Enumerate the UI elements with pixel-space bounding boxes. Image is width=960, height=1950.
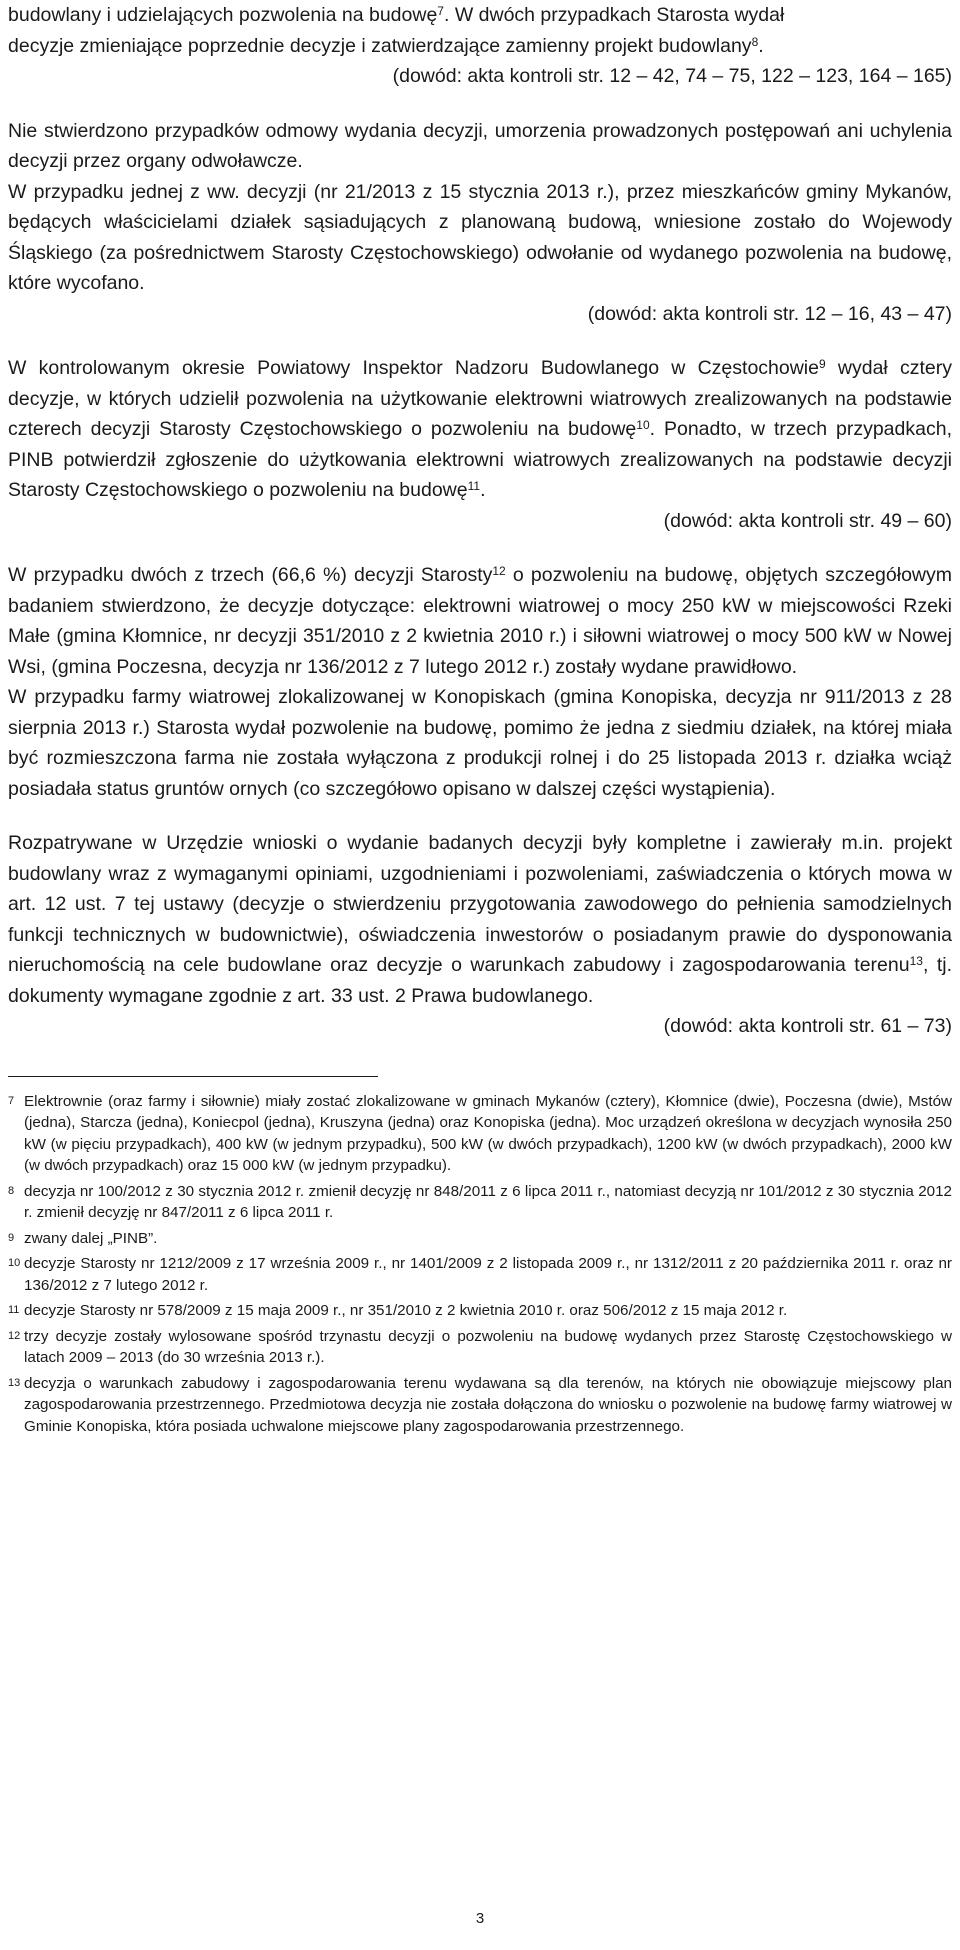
paragraph-1	[8, 0, 952, 61]
paragraph-1-line-1: budowlany i udzielających pozwolenia na budowę$^7$. W dwóch przypadkach Starosta wydał	[8, 4, 785, 26]
footnote-7: 7 Elektrownie (oraz farmy i siłownie) miały zostać zlokalizowane w gminach Mykanów (cztery), Kłomnice (dwie), Poczesna (dwie), Mstów (jedna), Starcza (jedna), Koniecpol (jedna), Kruszyna (jedna) oraz Konopiska (jedna). Moc urządzeń określona w decyzjach wynosiła 250 kW (w pięciu przypadkach), 400 kW (w jednym przypadku), 500 kW (w dwóch przypadkach), 1200 kW (w dwóch przypadkach), 2000 kW (w dwóch przypadkach) oraz 15 000 kW (w jednym przypadku).	[8, 1092, 952, 1174]
footnote-ref-10[interactable]: 10	[636, 418, 650, 432]
paragraph-3: W przypadku jednej z ww. decyzji (nr 21/2013 z 15 stycznia 2013 r.), przez mieszkańców gminy Mykanów, będących właścicielami działek sąsiadujących z planowaną budową, wniesione zostało do Wojewody Śląskiego (za pośrednictwem Starosty Częstochowskiego) odwołanie od wydanego pozwolenia na budowę, które wycofano.	[8, 180, 952, 294]
footnote-number: 13	[8, 1376, 21, 1389]
footnote-number: 7	[8, 1094, 15, 1107]
evidence-note: (dowód: akta kontroli str. 61 – 73)	[663, 1015, 952, 1037]
footnote-10: 10 decyzje Starosty nr 1212/2009 z 17 września 2009 r., nr 1401/2009 z 2 listopada 2009 r., nr 1312/2011 z 20 października 2011 r. oraz nr 136/2012 z 7 lutego 2012 r.	[8, 1255, 952, 1294]
footnote-8: 8 decyzja nr 100/2012 z 30 stycznia 2012 r. zmienił decyzję nr 848/2011 z 6 lipca 2011 r., natomiast decyzją nr 101/2012 z 30 stycznia 2012 r. zmienił decyzję nr 847/2011 z 6 lipca 2011 r.	[8, 1182, 952, 1221]
footnote-number: 11	[8, 1304, 20, 1316]
footnote-number: 9	[8, 1231, 15, 1244]
footnote-number: 8	[8, 1184, 15, 1197]
footnote-13: 13 decyzja o warunkach zabudowy i zagospodarowania terenu wydawana są dla terenów, na których nie obowiązuje miejscowy plan zagospodarowania przestrzennego. Przedmiotowa decyzja nie została dołączona do wniosku o pozwolenie na budowę farmy wiatrowej w Gminie Konopiska, która posiada uchwalone miejscowe plany zagospodarowania przestrzennego.	[8, 1374, 952, 1435]
paragraph-1-line-2: decyzje zmieniające poprzednie decyzje i zatwierdzające zamienny projekt budowlany$^8$.	[8, 34, 764, 57]
evidence-note: (dowód: akta kontroli str. 49 – 60)	[663, 509, 952, 532]
footnote-ref-9[interactable]: 9	[818, 357, 826, 371]
footnote-12: 12 trzy decyzje zostały wylosowane spośród trzynastu decyzji o pozwoleniu na budowę wydanych przez Starostę Częstochowskiego w latach 2009 – 2013 (do 30 września 2013 r.).	[8, 1327, 952, 1366]
paragraph-2: Nie stwierdzono przypadków odmowy wydania decyzji, umorzenia prowadzonych postępowań ani uchylenia decyzji przez organy odwoławcze.	[8, 119, 952, 172]
evidence-note: (dowód: akta kontroli str. 12 – 42, 74 – 75, 122 – 123, 164 – 165)	[392, 65, 952, 87]
footnote-ref-13[interactable]: 13	[909, 954, 923, 968]
page-number: 3	[475, 1910, 485, 1927]
footnote-9: 9 zwany dalej „PINB”.	[8, 1228, 952, 1250]
footnote-number: 10	[8, 1257, 21, 1269]
paragraph-7: Rozpatrywane w Urzędzie wnioski o wydanie badanych decyzji były kompletne i zawierały m.in. projekt budowlany wraz z wymaganymi opiniami, uzgodnieniami i pozwoleniami, zaświadczenia o których mowa w art. 12 ust. 7 tej ustawy (decyzje o stwierdzeniu przygotowania zawodowego do pełnienia samodzielnych funkcji technicznych w budownictwie), oświadczenia inwestorów o posiadanym prawie do dysponowania nieruchomością na cele budowlane oraz decyzje o warunkach zabudowy i zagospodarowania terenu$^{13}$, tj. dokumenty wymagane zgodnie z art. 33 ust. 2 Prawa budowlanego.	[8, 832, 952, 1007]
paragraph-6: W przypadku farmy wiatrowej zlokalizowanej w Konopiskach (gmina Konopiska, decyzja nr 911/2013 z 28 sierpnia 2013 r.) Starosta wydał pozwolenie na budowę, pomimo że jedna z siedmiu działek, na której miała być rozmieszczona farma nie została wyłączona z produkcji rolnej i do 25 listopada 2013 r. działka wciąż posiadała status gruntów ornych (co szczegółowo opisano w dalszej części wystąpienia).	[8, 686, 952, 800]
footnote-ref-8[interactable]: 8	[751, 34, 759, 49]
footnote-ref-7[interactable]: 7	[437, 4, 444, 18]
footnotes	[8, 1091, 952, 1438]
evidence-note: (dowód: akta kontroli str. 12 – 16, 43 – 47)	[587, 302, 952, 325]
document-page	[8, 0, 952, 1441]
paragraph-5: W przypadku dwóch z trzech (66,6 %) decyzji Starosty$^{12}$ o pozwoleniu na budowę, objętych szczegółowym badaniem stwierdzono, że decyzje dotyczące: elektrowni wiatrowej o mocy 250 kW w miejscowości Rzeki Małe (gmina Kłomnice, nr decyzji 351/2010 z 2 kwietnia 2010 r.) i siłowni wiatrowej o mocy 500 kW w Nowej Wsi, (gmina Poczesna, decyzja nr 136/2012 z 7 lutego 2012 r.) zostały wydane prawidłowo.	[8, 564, 952, 678]
footnote-separator	[8, 1076, 378, 1077]
footnote-number: 12	[8, 1329, 21, 1342]
footnote-ref-11[interactable]: 11	[467, 479, 481, 493]
footnote-ref-12[interactable]: 12	[492, 564, 506, 578]
paragraph-4: W kontrolowanym okresie Powiatowy Inspektor Nadzoru Budowlanego w Częstochowie$^9$ wydał cztery decyzje, w których udzielił pozwolenia na użytkowanie elektrowni wiatrowych zrealizowanych na podstawie czterech decyzji Starosty Częstochowskiego o pozwoleniu na budowę$^{10}$. Ponadto, w trzech przypadkach, PINB potwierdził zgłoszenie do użytkowania elektrowni wiatrowych zrealizowanych na podstawie decyzji Starosty Częstochowskiego o pozwoleniu na budowę$^{11}$.	[8, 357, 952, 501]
footnote-11: 11 decyzje Starosty nr 578/2009 z 15 maja 2009 r., nr 351/2010 z 2 kwietnia 2010 r. oraz 506/2012 z 15 maja 2012 r.	[8, 1300, 952, 1322]
